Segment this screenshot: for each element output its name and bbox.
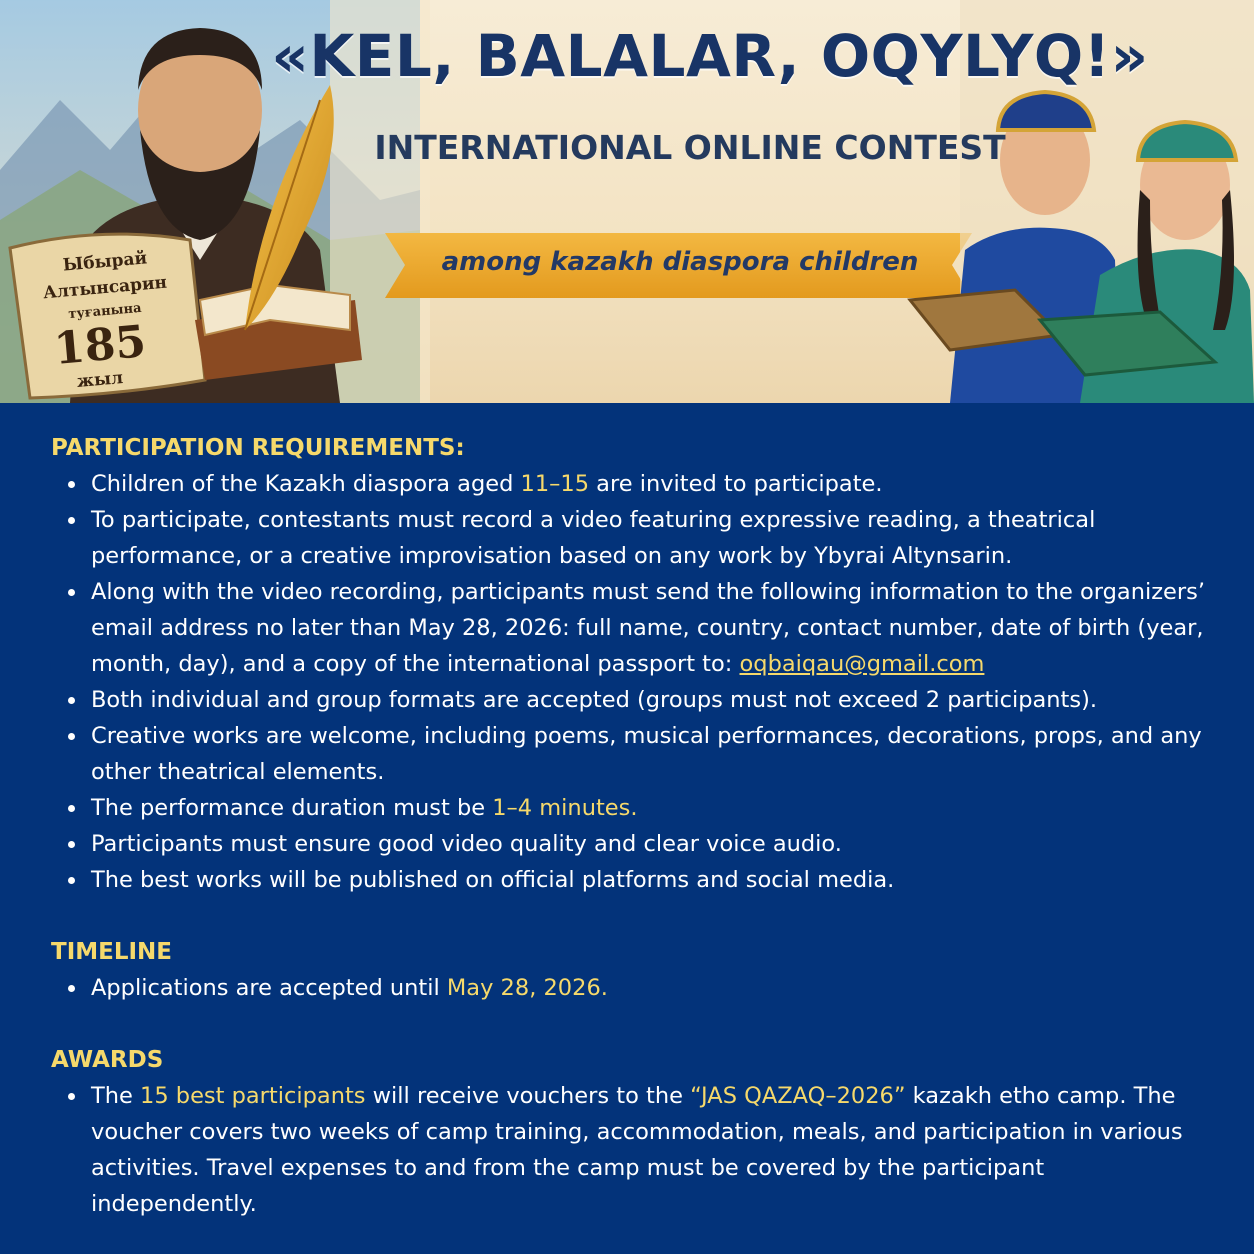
scroll-line-1: Ыбырай (62, 248, 148, 276)
deadline: May 28, 2026. (446, 975, 608, 1001)
requirements-heading: PARTICIPATION REQUIREMENTS: (51, 435, 465, 461)
duration: 1–4 minutes. (492, 795, 638, 821)
header-banner (0, 0, 1254, 403)
winners-count: 15 best participants (140, 1083, 366, 1109)
contest-details (51, 430, 1211, 1222)
timeline-heading: TIMELINE (51, 939, 173, 965)
awards-heading: AWARDS (51, 1047, 164, 1073)
list-item: The best works will be published on official platforms and social media. (91, 862, 1211, 898)
scroll-line-4: жыл (76, 368, 124, 392)
list-item: Along with the video recording, participants must send the following information to the organizers’ email address no later than May 28, 2026: full name, country, contact number, date of birth (year, month, day), and a copy of the international passport to: oqbaiqau@gmail.com (91, 574, 1211, 682)
list-item: The performance duration must be 1–4 minutes. (91, 790, 1211, 826)
list-item: Both individual and group formats are accepted (groups must not exceed 2 participants). (91, 682, 1211, 718)
list-item: Applications are accepted until May 28, 2026. (91, 970, 1211, 1006)
scroll-number: 185 (52, 316, 148, 375)
timeline-list (51, 970, 1211, 1006)
list-item: Participants must ensure good video quality and clear voice audio. (91, 826, 1211, 862)
list-item: Children of the Kazakh diaspora aged 11–15 are invited to participate. (91, 466, 1211, 502)
list-item: Creative works are welcome, including poems, musical performances, decorations, props, and any other theatrical elements. (91, 718, 1211, 790)
ribbon-text: among kazakh diaspora children (441, 247, 919, 277)
scroll-line-2: Алтынсарин (42, 272, 168, 304)
contest-title: «KEL, BALALAR, OQYLYQ!» (271, 22, 1149, 90)
list-item: To participate, contestants must record a video featuring expressive reading, a theatrical performance, or a creative improvisation based on any work by Ybyrai Altynsarin. (91, 502, 1211, 574)
awards-list (51, 1078, 1211, 1222)
requirements-list (51, 466, 1211, 898)
camp-name: “JAS QAZAQ–2026” (690, 1083, 906, 1109)
list-item: The 15 best participants will receive vouchers to the “JAS QAZAQ–2026” kazakh etho camp. The voucher covers two weeks of camp training, accommodation, meals, and participation in various activities. Travel expenses to and from the camp must be covered by the participant independently. (91, 1078, 1211, 1222)
age-range: 11–15 (520, 471, 590, 497)
scroll-line-3: туғанына (67, 300, 143, 323)
contest-subtitle: INTERNATIONAL ONLINE CONTEST (374, 128, 1006, 167)
email-link[interactable]: oqbaiqau@gmail.com (739, 651, 985, 677)
